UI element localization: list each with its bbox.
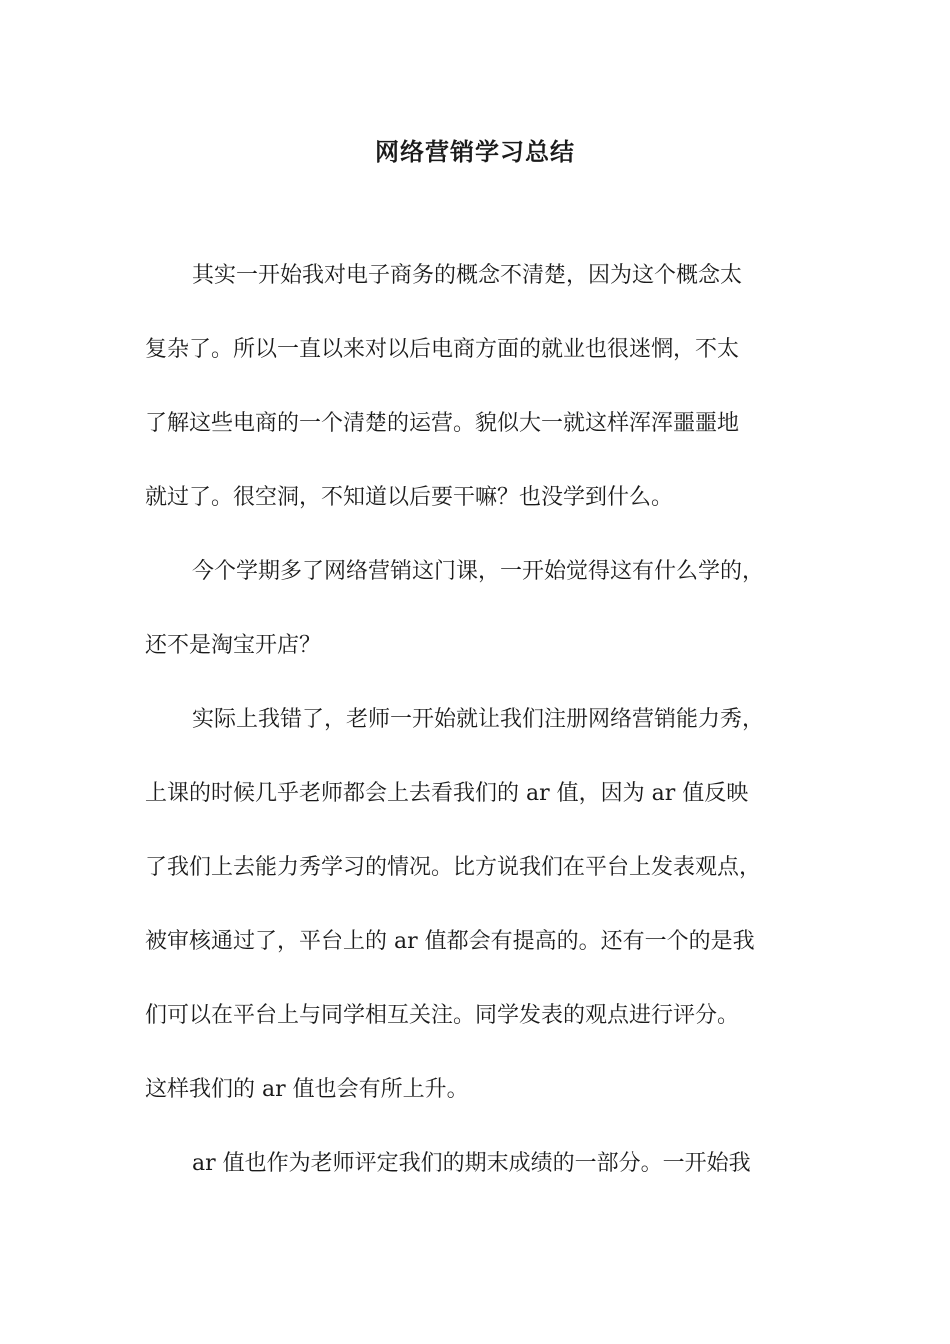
paragraph-3-line-5: 们可以在平台上与同学相互关注。同学发表的观点进行评分。 (145, 1003, 740, 1028)
paragraph-2-line-1: 今个学期多了网络营销这门课，一开始觉得这有什么学的， (192, 559, 765, 584)
paragraph-3-line-4: 被审核通过了，平台上的 ar 值都会有提高的。还有一个的是我 (145, 929, 755, 954)
paragraph-1-line-2: 复杂了。所以一直以来对以后电商方面的就业也很迷惘，不太 (145, 337, 740, 362)
document-title: 网络营销学习总结 (375, 137, 575, 166)
paragraph-3-line-1: 实际上我错了，老师一开始就让我们注册网络营销能力秀， (192, 707, 765, 732)
paragraph-3-line-2: 上课的时候几乎老师都会上去看我们的 ar 值，因为 ar 值反映 (145, 781, 749, 806)
paragraph-1-line-1: 其实一开始我对电子商务的概念不清楚，因为这个概念太 (192, 263, 743, 288)
paragraph-2-line-2: 还不是淘宝开店？ (145, 633, 322, 658)
paragraph-3-line-3: 了我们上去能力秀学习的情况。比方说我们在平台上发表观点， (145, 855, 762, 880)
paragraph-1-line-4: 就过了。很空洞，不知道以后要干嘛？也没学到什么。 (145, 485, 674, 510)
paragraph-3-line-6: 这样我们的 ar 值也会有所上升。 (145, 1077, 469, 1102)
paragraph-4-line-1: ar 值也作为老师评定我们的期末成绩的一部分。一开始我 (192, 1151, 751, 1176)
paragraph-1-line-3: 了解这些电商的一个清楚的运营。貌似大一就这样浑浑噩噩地 (145, 411, 740, 436)
